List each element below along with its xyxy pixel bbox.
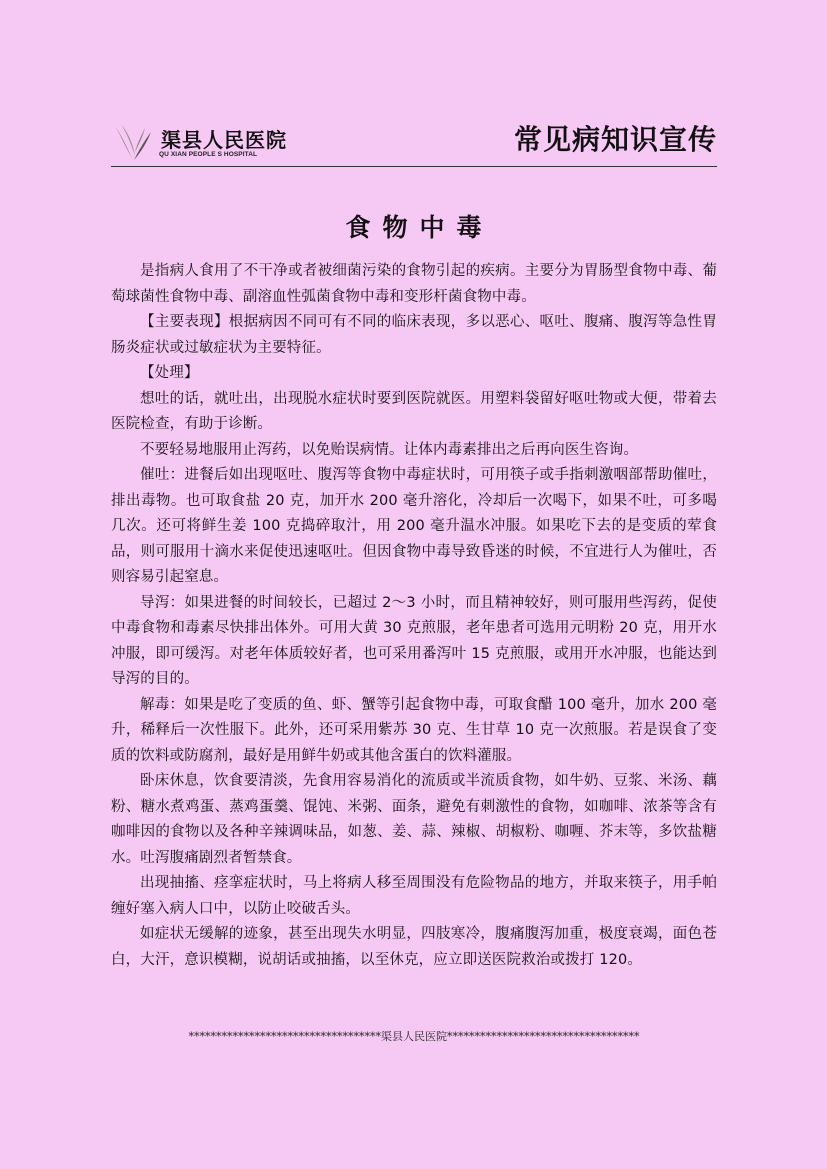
page-header: [111, 110, 717, 167]
document-body: [111, 259, 717, 973]
hospital-emblem-icon: [111, 122, 155, 162]
paragraph-vomit: 想吐的话，就吐出，出现脱水症状时要到医院就医。用塑料袋留好呕吐物或大便，带着去医院检查，有助于诊断。: [111, 390, 717, 432]
document-title: 食物中毒: [345, 213, 494, 242]
paragraph-convulsion: 出现抽搐、痉挛症状时，马上将病人移至周围没有危险物品的地方，并取来筷子，用手帕缠好塞入病人口中，以防止咬破舌头。: [111, 875, 717, 917]
paragraph-no-antidiarrheal: 不要轻易地服用止泻药，以免贻误病情。让体内毒素排出之后再向医生咨询。: [140, 441, 639, 458]
paragraph-treatment-heading: 【处理】: [140, 365, 199, 381]
paragraph-emergency: 如症状无缓解的迹象，甚至出现失水明显，四肢寒冷，腹痛腹泻加重，极度衰竭，面色苍白，大汗，意识模糊，说胡话或抽搐，以至休克，应立即送医院救治或拨打 120。: [111, 926, 717, 968]
paragraph-laxative: 导泻：如果进餐的时间较长，已超过 2～3 小时，而且精神较好，则可服用些泻药，促使中毒食物和毒素尽快排出体外。可用大黄 30 克煎服，老年患者可选用元明粉 20 克，用开水冲服，即可缓泻。对老年体质较好者，也可采用番泻叶 15 克煎服，或用开水冲服，也能达到导泻的目的。: [111, 594, 717, 687]
hospital-logo: [111, 120, 291, 164]
paragraph-rest-diet: 卧床休息，饮食要清淡，先食用容易消化的流质或半流质食物，如牛奶、豆浆、米汤、藕粉、糖水煮鸡蛋、蒸鸡蛋羹、馄饨、米粥、面条，避免有刺激性的食物，如咖啡、浓茶等含有咖啡因的食物以及各种辛辣调味品，如葱、姜、蒜、辣椒、胡椒粉、咖喱、芥末等，多饮盐糖水。吐泻腹痛剧烈者暂禁食。: [111, 773, 717, 866]
hospital-name-cn: 渠县人民医院: [161, 128, 287, 152]
page-footer: ***********************************渠县人民医院***********************************: [188, 1030, 640, 1043]
hospital-name-en: QU XIAN PEOPLE S HOSPITAL: [159, 151, 258, 158]
paragraph-definition: 是指病人食用了不干净或者被细菌污染的食物引起的疾病。主要分为胃肠型食物中毒、葡萄球菌性食物中毒、副溶血性弧菌食物中毒和变形杆菌食物中毒。: [111, 263, 717, 305]
paragraph-induce-vomiting: 催吐：进餐后如出现呕吐、腹泻等食物中毒症状时，可用筷子或手指刺激咽部帮助催吐，排出毒物。也可取食盐 20 克，加开水 200 毫升溶化，冷却后一次喝下，如果不吐，可多喝几次。还可将鲜生姜 100 克捣碎取汁，用 200 毫升温水冲服。如果吃下去的是变质的荤食品，则可服用十滴水来促使迅速呕吐。但因食物中毒导致昏迷的时候，不宜进行人为催吐，否则容易引起窒息。: [111, 467, 717, 585]
paragraph-symptoms: 【主要表现】根据病因不同可有不同的临床表现，多以恶心、呕吐、腹痛、腹泻等急性胃肠炎症状或过敏症状为主要特征。: [111, 314, 717, 356]
series-title: 常见病知识宣传: [513, 123, 717, 156]
paragraph-detox: 解毒：如果是吃了变质的鱼、虾、蟹等引起食物中毒，可取食醋 100 毫升，加水 200 毫升，稀释后一次性服下。此外，还可采用紫苏 30 克、生甘草 10 克一次煎服。若是误食了变质的饮料或防腐剂，最好是用鲜牛奶或其他含蛋白的饮料灌服。: [111, 696, 717, 764]
